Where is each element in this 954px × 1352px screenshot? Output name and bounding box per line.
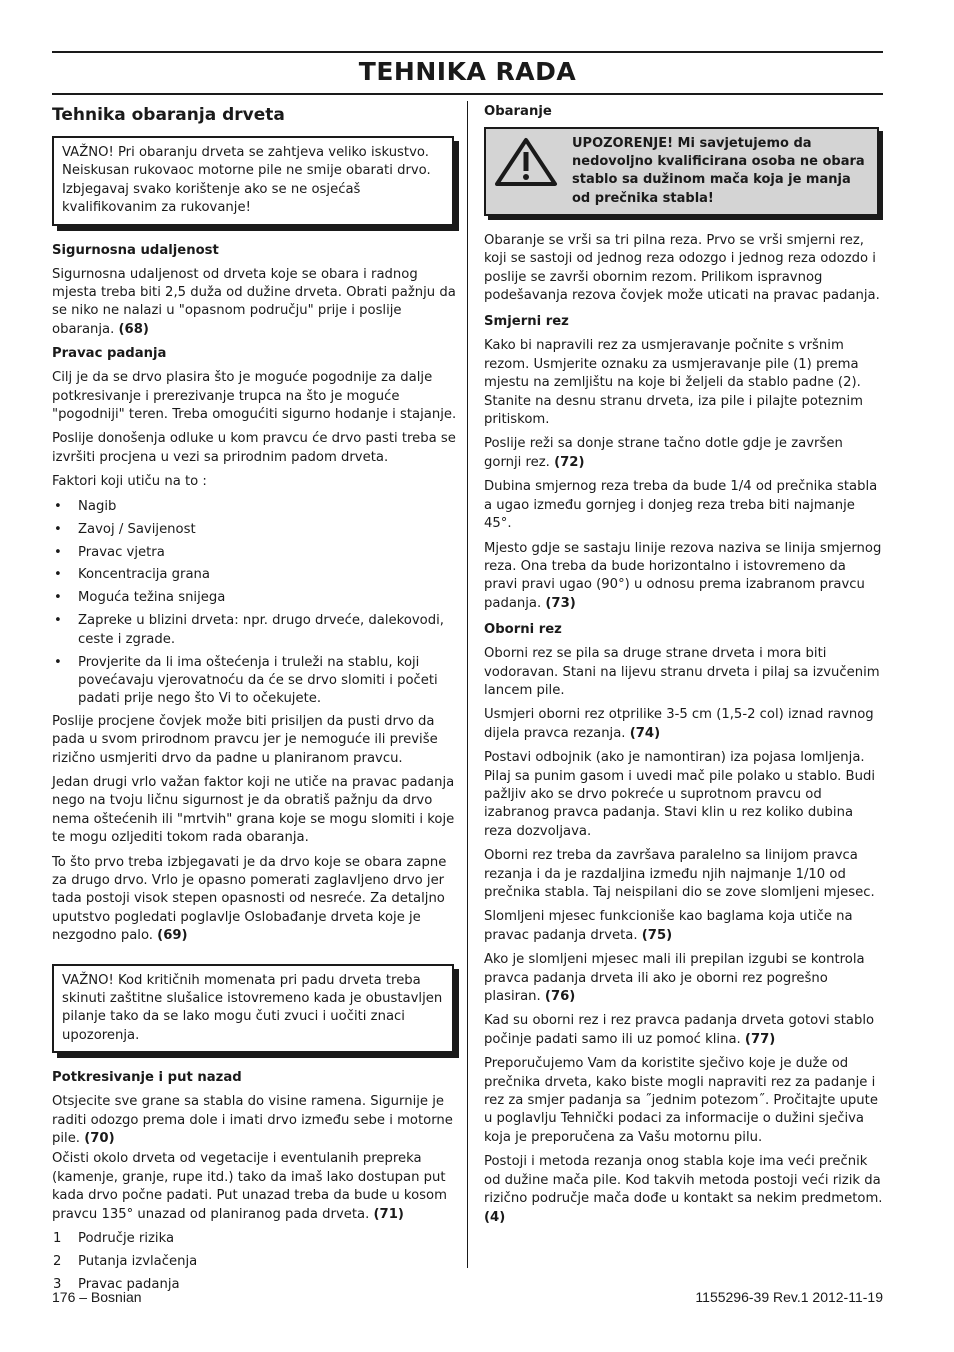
- list-item: • Pravac vjetra: [52, 544, 460, 562]
- factors-list: [52, 498, 460, 709]
- paragraph: Cilj je da se drvo plasira što je moguće pogodnije za dalje potkresivanje i prerezivanje trupca na što je moguće "pogodniji" teren. Treba omogućiti sigurno hodanje i stajanje.: [52, 370, 457, 423]
- note-text: VAŽNO! Pri obaranju drveta se zahtjeva veliko iskustvo. Neiskusan rukovaoc motorne pile ne smije obarati drvo. Izbjegavaj svako korištenje ako se ne osjećaš kvalifikovanim za rukovanje!: [62, 145, 431, 216]
- figure-ref: (68): [118, 321, 149, 337]
- subheading-safe-distance: Sigurnosna udaljenost: [52, 242, 219, 258]
- list-item: • Nagib: [52, 498, 460, 516]
- figure-ref: (69): [157, 928, 188, 944]
- warning-text: UPOZORENJE! Mi savjetujemo da nedovoljno kvalificirana osoba ne obara stablo sa dužinom mača koja je manja od prečnika stabla!: [572, 136, 865, 206]
- subheading-directional-cut: Smjerni rez: [484, 314, 569, 330]
- paragraph: Kako bi napravili rez za usmjeravanje počnite s vršnim rezom. Usmjerite oznaku za usmjeravanje pile (1) prema mjestu na zemljištu na koje bi željeli da stablo padne (2). Stanite na desnu stranu drveta, iza pile i pilajte poteznim pritiskom.: [484, 338, 863, 428]
- list-item: • Zapreke u blizini drveta: npr. drugo drveće, dalekovodi, ceste i zgrade.: [52, 612, 460, 649]
- subheading-direction: Pravac padanja: [52, 346, 167, 362]
- note-text: VAŽNO! Kod kritičnih momenata pri padu drveta treba skinuti zaštitne slušalice istovremeno kada je obustavljen pilanje tako da se lako mogu čuti zvuci i uočiti znaci upozorenja.: [62, 972, 443, 1043]
- page-number: 176 – Bosnian: [52, 1289, 142, 1305]
- figure-ref: (75): [641, 927, 673, 943]
- paragraph: Dubina smjernog reza treba da bude 1/4 od prečnika stabla a ugao između gornjeg i donjeg reza treba biti najmanje 45°.: [484, 479, 878, 532]
- paragraph: To što prvo treba izbjegavati je da drvo koje se obara zapne za drugo drvo. Vrlo je opasno pomerati zaglavljeno drvo jer tada postoji visok stepen opasnosti od nesreće. Za detaljno uputstvo pogledati poglavlje Oslobađanje drveta koje je nezgodno palo. (69): [52, 854, 447, 944]
- figure-ref: (73): [545, 595, 576, 611]
- paragraph: Obaranje se vrši sa tri pilna reza. Prvo se vrši smjerni rez, koji se sastoji od jednog reza odozgo i jednog reza odozdo i poslije se završi obornim rezom. Prilikom ispravnog podešavanja rezova čovjek može uticati na pravac padanja.: [484, 232, 880, 304]
- figure-ref: (72): [554, 454, 585, 470]
- section-heading: Tehnika obaranja drveta: [52, 105, 285, 125]
- right-column: [484, 103, 883, 1233]
- paragraph: Poslije donošenja odluke u kom pravcu će drvo pasti treba se izvršiti procjena u vezi sa prirodnim padom drveta.: [52, 431, 456, 465]
- list-item: • Moguća težina snijega: [52, 589, 460, 607]
- left-column: [52, 100, 460, 1299]
- list-item: • Zavoj / Savijenost: [52, 521, 460, 539]
- figure-ref: (74): [629, 725, 661, 741]
- paragraph: Ako je slomljeni mjesec mali ili prepilan izgubi se kontrola pravca padanja drveta ili ako je oborni rez pogrešno plasiran. (76): [484, 952, 865, 1005]
- paragraph: Kad su oborni rez i rez pravca padanja drveta gotovi stablo počinje padati samo ili uz pomoć klina. (77): [484, 1013, 875, 1047]
- figure-ref: (76): [544, 989, 576, 1005]
- paragraph: Faktori koji utiču na to :: [52, 474, 207, 490]
- paragraph: Očisti okolo drveta od vegetacije i eventulanih prepreka (kamenje, granje, rupe itd.) tako da imaš lako dostupan put kada drvo počne padati. Put unazad treba da bude u kosom pravcu 135° unazad od planiranog pada drveta. (71): [52, 1151, 447, 1222]
- paragraph: Poslije reži sa donje strane tačno dotle gdje je završen gornji rez. (72): [484, 436, 843, 470]
- subheading-felling: Obaranje: [484, 104, 552, 119]
- subheading-trimming: Potkresivanje i put nazad: [52, 1070, 242, 1086]
- paragraph: Oborni rez treba da završava paralelno sa linijom pravca rezanja i da je razdaljina između njih najmanje 1/10 od prečnika stabla. Taj neispilani dio se zove slomljeni mjesec.: [484, 848, 875, 900]
- paragraph: Preporučujemo Vam da koristite sječivo koje je duže od prečnika drveta, kako biste mogli napraviti rez za padanje i rez za smjer padanja sa ˝jednim potezom˝. Pročitajte upute u poglavlju Tehnički podaci za informacije o dužini sječiva koja je preporučena za Vašu motornu pilu.: [484, 1056, 878, 1145]
- list-item: • Koncentracija grana: [52, 566, 460, 584]
- column-separator: [467, 101, 468, 1268]
- figure-ref: (70): [84, 1131, 115, 1147]
- paragraph: Mjesto gdje se sastaju linije rezova naziva se linija smjernog reza. Ona treba da bude horizontalno i istovremeno da pravi pravi ugao (90°) u odnosu prema izabranom pravcu padanja. (73): [484, 540, 882, 611]
- figure-ref: (77): [744, 1031, 776, 1047]
- paragraph: Postoji i metoda rezanja onog stabla koje ima veći prečnik od dužine mača pile. Kod takvih metoda postoji veći rizik da rizično područje mača dođe u kontakt sa nekim predmetom. (4): [484, 1154, 883, 1225]
- paragraph: Postavi odbojnik (ako je namontiran) iza pojasa lomljenja. Pilaj sa punim gasom i uvedi mač pile polako u stablo. Budi pažljiv ako se drvo pokreće u suprotnom pravcu od izabranog pravca padanja. Stavi klin u rez koliko dubina reza dozvoljava.: [484, 750, 876, 839]
- paragraph: Slomljeni mjesec funkcioniše kao baglama koja utiče na pravac padanja drveta. (75): [484, 909, 853, 943]
- list-item: 2 Putanja izvlačenja: [53, 1254, 198, 1269]
- paragraph: Poslije procjene čovjek može biti prisiljen da pusti drvo da pada u svom prirodnom pravcu jer je nemoguće ili previše rizično usmjeriti drvo da padne u planiranom pravcu.: [52, 713, 438, 766]
- top-rule: [52, 51, 883, 53]
- paragraph: Jedan drugi vrlo važan faktor koji ne utiče na pravac padanja nego na tvoju ličnu sigurnost je da obratiš pažnju da drvo nema oštećenih ili "mrtvih" grana koje se mogu slomiti i koje te mogu ozljediti tokom rada obaranja.: [52, 774, 455, 846]
- paragraph: Otsjecite sve grane sa stabla do visine ramena. Sigurnije je raditi odozgo prema dole i imati drvo između sebe i motorne pile. (70): [52, 1094, 453, 1147]
- legend-list: [52, 1230, 460, 1294]
- paragraph: Sigurnosna udaljenost od drveta koje se obara i radnog mjesta treba biti 2,5 duža od dužine drveta. Obrati pažnju da se niko ne nalazi u "opasnom području" prije i poslije obaranja. (68): [52, 266, 456, 337]
- list-item: • Provjerite da li ima oštećenja i truleži na stablu, koji povećavaju vjerovatnoću da će se drvo slomiti i početi padati prije nego što Vi to očekujete.: [52, 654, 460, 709]
- figure-ref: (4): [484, 1209, 506, 1225]
- document-revision: 1155296-39 Rev.1 2012-11-19: [695, 1289, 883, 1305]
- important-note-experience: [52, 136, 454, 226]
- warning-triangle-icon: [494, 137, 558, 187]
- subheading-felling-cut: Oborni rez: [484, 622, 562, 638]
- important-note-hearing: [52, 964, 454, 1054]
- paragraph: Oborni rez se pila sa druge strane drveta i mora biti vodoravan. Stani na lijevu stranu drveta i pilaj sa izvučenim lancem pile.: [484, 646, 880, 698]
- page-title: TEHNIKA RADA: [358, 57, 577, 86]
- title-rule: [52, 93, 883, 95]
- list-item: 3 Pravac padanja: [53, 1276, 180, 1292]
- warning-box: [484, 127, 879, 216]
- paragraph: Usmjeri oborni rez otprilike 3-5 cm (1,5-2 col) iznad ravnog dijela pravca rezanja. (74): [484, 707, 874, 741]
- list-item: 1 Područje rizika: [53, 1231, 175, 1247]
- figure-ref: (71): [373, 1206, 404, 1222]
